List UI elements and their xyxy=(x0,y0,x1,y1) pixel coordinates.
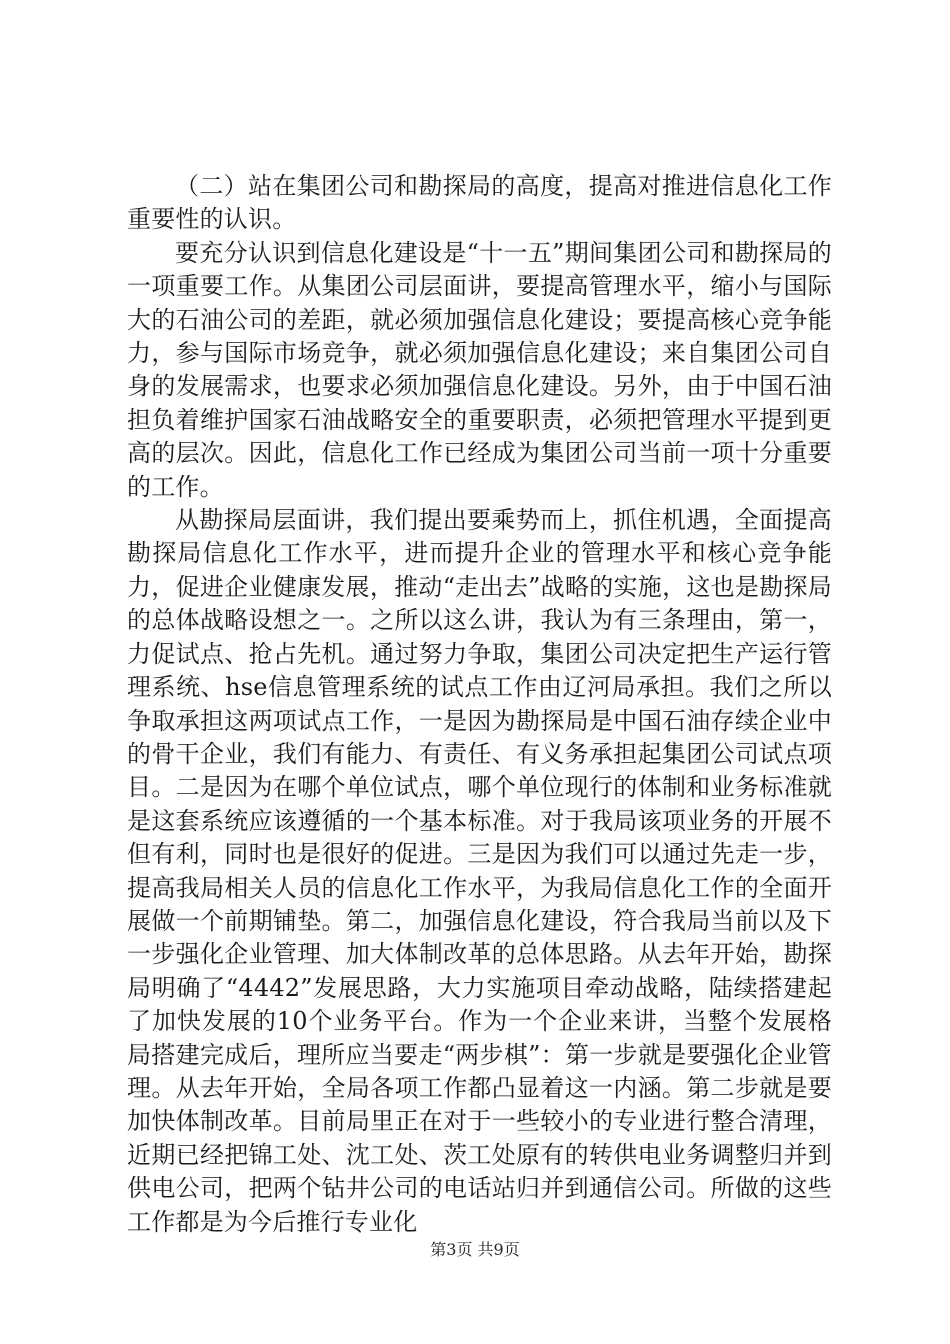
document-body xyxy=(127,170,832,1239)
body-paragraph: 要充分认识到信息化建设是“十一五”期间集团公司和勘探局的一项重要工作。从集团公司层面讲，要提高管理水平，缩小与国际大的石油公司的差距，就必须加强信息化建设；要提高核心竞争能力，参与国际市场竞争，就必须加强信息化建设；来自集团公司自身的发展需求，也要求必须加强信息化建设。另外，由于中国石油担负着维护国家石油战略安全的重要职责，必须把管理水平提到更高的层次。因此，信息化工作已经成为集团公司当前一项十分重要的工作。 xyxy=(127,238,832,501)
section-heading-paragraph: （二）站在集团公司和勘探局的高度，提高对推进信息化工作重要性的认识。 xyxy=(127,172,832,234)
body-paragraph: 从勘探局层面讲，我们提出要乘势而上，抓住机遇，全面提高勘探局信息化工作水平，进而提升企业的管理水平和核心竞争能力，促进企业健康发展，推动“走出去”战略的实施，这也是勘探局的总体战略设想之一。之所以这么讲，我认为有三条理由，第一，力促试点、抢占先机。通过努力争取，集团公司决定把生产运行管理系统、hse信息管理系统的试点工作由辽河局承担。我们之所以争取承担这两项试点工作，一是因为勘探局是中国石油存续企业中的骨干企业，我们有能力、有责任、有义务承担起集团公司试点项目。二是因为在哪个单位试点，哪个单位现行的体制和业务标准就是这套系统应该遵循的一个基本标准。对于我局该项业务的开展不但有利，同时也是很好的促进。三是因为我们可以通过先走一步，提高我局相关人员的信息化工作水平，为我局信息化工作的全面开展做一个前期铺垫。第二，加强信息化建设，符合我局当前以及下一步强化企业管理、加大体制改革的总体思路。从去年开始，勘探局明确了“4442”发展思路，大力实施项目牵动战略，陆续搭建起了加快发展的10个业务平台。作为一个企业来讲，当整个发展格局搭建完成后，理所应当要走“两步棋”：第一步就是要强化企业管理。从去年开始，全局各项工作都凸显着这一内涵。第二步就是要加快体制改革。目前局里正在对于一些较小的专业进行整合清理，近期已经把锦工处、沈工处、茨工处原有的转供电业务调整归并到供电公司，把两个钻井公司的电话站归并到通信公司。所做的这些工作都是为今后推行专业化 xyxy=(127,506,832,1236)
page-footer xyxy=(0,1240,950,1260)
page-number: 第3页 共9页 xyxy=(430,1240,520,1259)
